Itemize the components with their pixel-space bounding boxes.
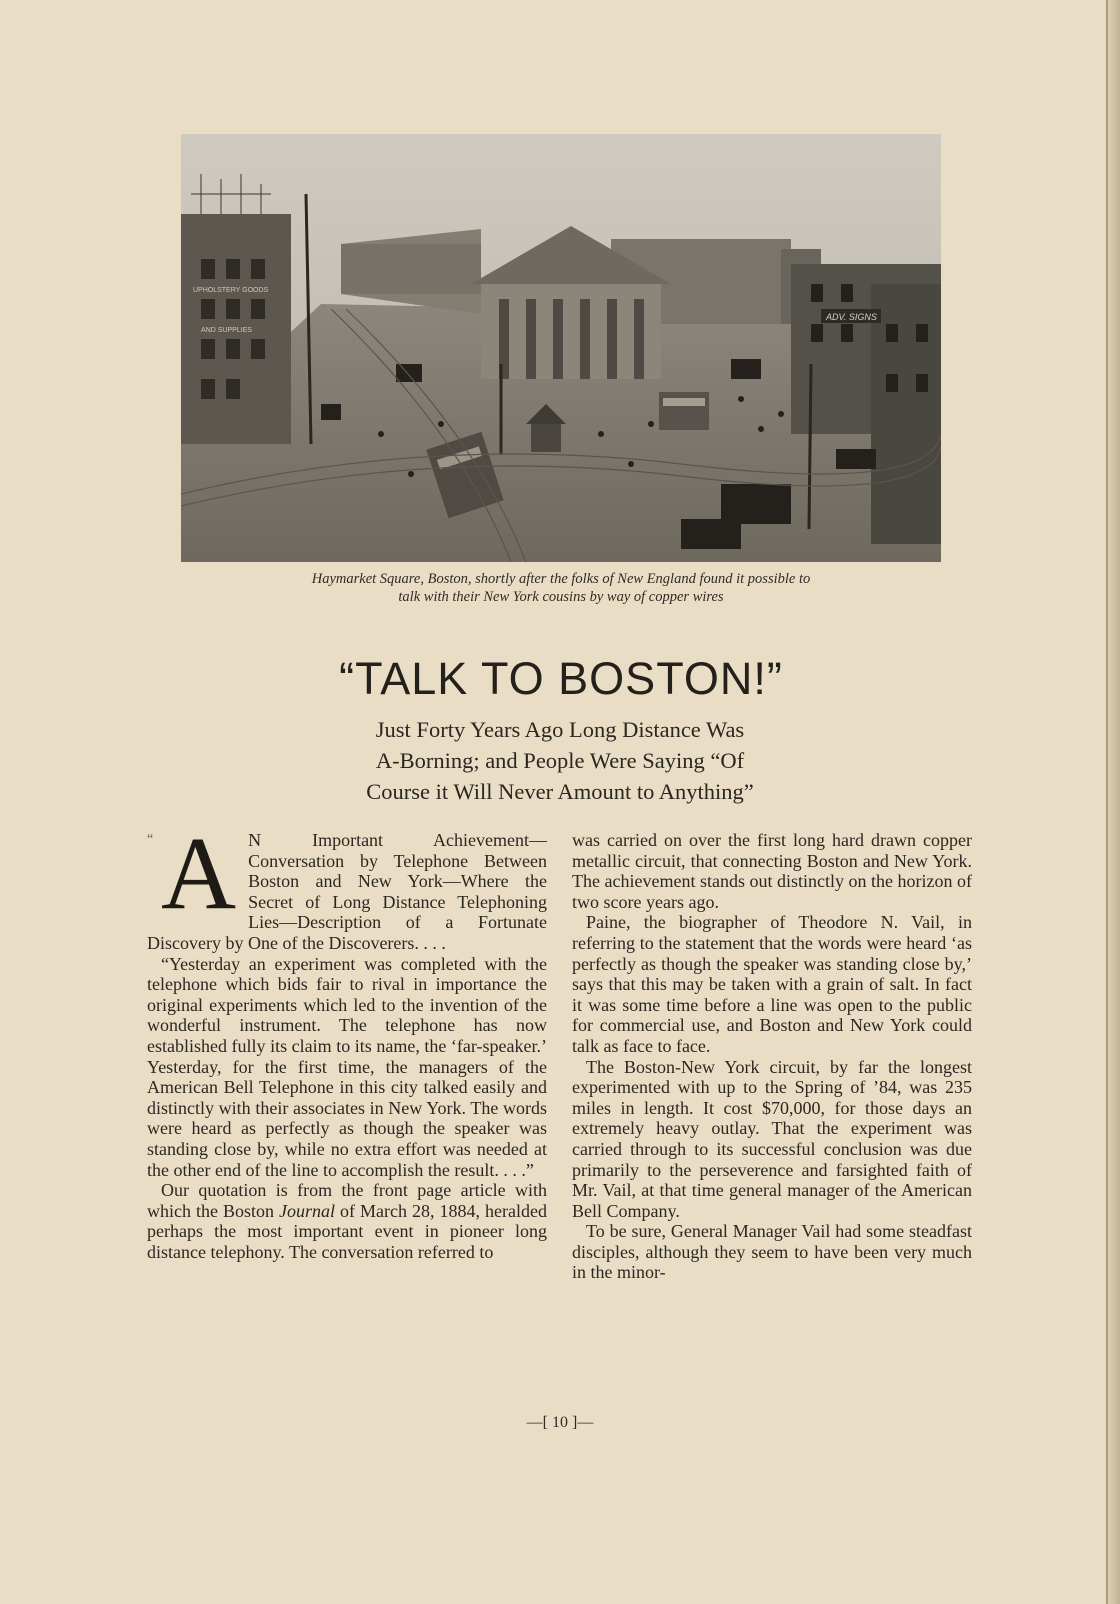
disciples-paragraph: To be sure, General Manager Vail had some steadfast disciples, although they seem to have been very much in the minor-	[572, 1221, 972, 1283]
caption-line-1: Haymarket Square, Boston, shortly after the folks of New England found it possible to	[311, 571, 811, 587]
lead-paragraph	[147, 816, 547, 954]
page-number: —[ 10 ]—	[526, 1414, 594, 1431]
drop-cap: A	[161, 816, 237, 931]
haymarket-photo	[181, 134, 941, 562]
photo-sign-upholstery: UPHOLSTERY GOODS	[193, 287, 269, 294]
open-quote: “	[147, 832, 154, 847]
subhead-line-1: Just Forty Years Ago Long Distance Was	[375, 717, 745, 742]
article-headline: “TALK TO BOSTON!”	[339, 653, 783, 704]
quotation-paragraph: “Yesterday an experiment was completed with the telephone which bids fair to rival in importance the original experiments which led to the invention of the wonderful instrument. The telephone has now established fully its claim to its name, the ‘far-speaker.’ Yesterday, for the first time, the managers of the American Bell Telephone in this city talked easily and distinctly with their associates in New York. The words were heard as perfectly as though the speaker was standing close by, while no extra effort was needed at the other end of the line to accomplish the result. . . .”	[147, 953, 547, 1180]
paine-paragraph: Paine, the biographer of Theodore N. Vail, in referring to the statement that the words were heard ‘as perfectly as though the speaker was standing close by,’ says that this may be taken with a grain of salt. In fact it was some time before a line was open to the public for commercial use, and Boston and New York could talk as face to face.	[572, 912, 972, 1056]
lead-paragraph-wrap	[147, 816, 547, 954]
photo-sign-adv: ADV. SIGNS	[826, 312, 877, 322]
photo-sign-supplies: AND SUPPLIES	[201, 327, 252, 334]
subhead-line-3: Course it Will Never Amount to Anything”	[366, 779, 754, 804]
page-edge-line	[1106, 0, 1108, 1604]
journal-title: Journal	[279, 1200, 336, 1221]
source-paragraph	[147, 1180, 547, 1262]
continuation-paragraph: was carried on over the first long hard drawn copper metallic circuit, that connecting Boston and New York. The achievement stands out distinctly on the horizon of two score years ago.	[572, 830, 972, 912]
lead-paragraph-text: N Important Achievement—Conversation by Telephone Between Boston and New York—Where the Secret of Long Distance Telephoning Lies—Description of a Fortunate Discovery by One of the Discoverers. . . .	[147, 830, 547, 953]
source-text-a: Our quotation is from the front page article with which the Boston	[147, 1180, 547, 1221]
caption-line-2: talk with their New York cousins by way of copper wires	[398, 589, 724, 605]
article-subhead	[250, 714, 870, 807]
page-edge	[1106, 0, 1120, 1604]
circuit-paragraph: The Boston-New York circuit, by far the longest experimented with up to the Spring of ’84, was 235 miles in length. It cost $70,000, for those days an extremely heavy outlay. That the experiment was carried through to its successful conclusion was due primarily to the perseverence and farsighted faith of Mr. Vail, at that time general manager of the American Bell Company.	[572, 1056, 972, 1221]
source-text-b: of March 28, 1884, heralded perhaps the most important event in pioneer long distance telephony. The conversation referred to	[147, 1200, 547, 1262]
subhead-line-2: A-Borning; and People Were Saying “Of	[375, 748, 745, 773]
right-column	[572, 830, 972, 1283]
left-column	[147, 816, 547, 1262]
photo-caption	[181, 570, 941, 606]
